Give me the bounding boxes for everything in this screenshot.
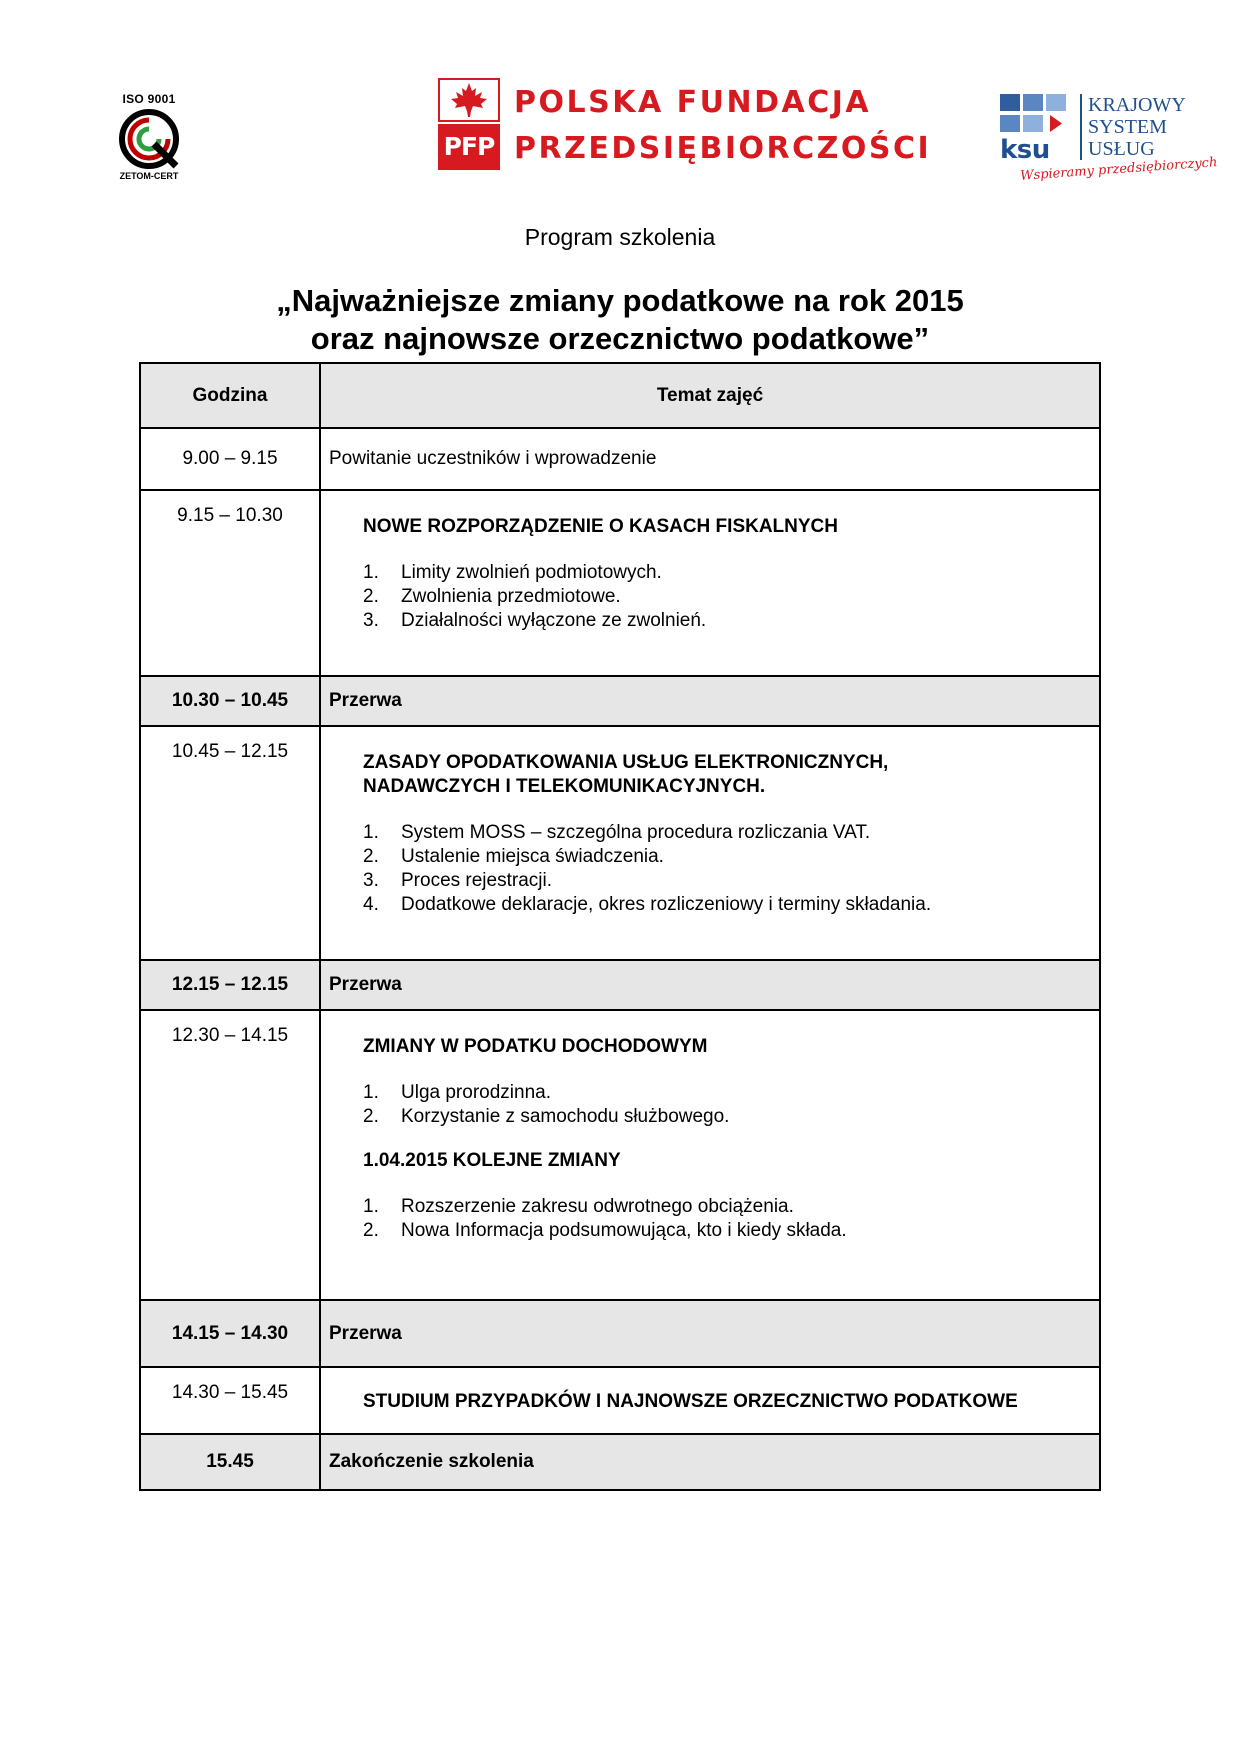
row-time: 10.45 – 12.15 (140, 726, 320, 960)
ksu-abbr: ksu (1000, 135, 1050, 165)
maple-leaf-icon (440, 80, 498, 120)
section-title: ZASADY OPODATKOWANIA USŁUG ELEKTRONICZNYCH, NADAWCZYCH I TELEKOMUNIKACYJNYCH. (363, 752, 889, 797)
cert-label: ZETOM-CERT (119, 171, 179, 181)
table-row (140, 1434, 1100, 1490)
list-item: 4. Dodatkowe deklaracje, okres rozliczeniowy i terminy składania. (363, 894, 932, 915)
row-topic (320, 1367, 1100, 1434)
section-title: STUDIUM PRZYPADKÓW I NAJNOWSZE ORZECZNICTWO PODATKOWE (363, 1391, 1018, 1412)
list-item: 2. Nowa Informacja podsumowująca, kto i kiedy składa. (363, 1220, 847, 1241)
ksu-name-line1: KRAJOWY (1088, 94, 1186, 116)
pfp-name (514, 80, 931, 172)
row-time: 12.30 – 14.15 (140, 1010, 320, 1300)
list-item: 1. System MOSS – szczególna procedura rozliczania VAT. (363, 822, 871, 843)
table-row (140, 726, 1100, 960)
list-item: 3. Działalności wyłączone ze zwolnień. (363, 610, 707, 631)
row-time: 14.15 – 14.30 (140, 1300, 320, 1367)
pfp-name-line2: PRZEDSIĘBIORCZOŚCI (514, 131, 932, 166)
section-title: 1.04.2015 KOLEJNE ZMIANY (363, 1150, 621, 1171)
row-topic (320, 726, 1100, 960)
ksu-name (1080, 94, 1186, 160)
pfp-mark (438, 78, 500, 170)
ksu-grid-icon (1000, 94, 1072, 134)
row-time: 9.15 – 10.30 (140, 490, 320, 676)
row-topic (320, 490, 1100, 676)
row-topic: Przerwa (320, 1300, 1100, 1367)
list-item: 2. Zwolnienia przedmiotowe. (363, 586, 621, 607)
list-item: 1. Rozszerzenie zakresu odwrotnego obciążenia. (363, 1196, 794, 1217)
pfp-abbr: PFP (438, 124, 500, 170)
quality-cert-icon (118, 108, 180, 170)
table-row (140, 490, 1100, 676)
table-header-row (140, 363, 1100, 428)
topic-list (363, 1195, 1089, 1243)
pfp-name-line1: POLSKA FUNDACJA (514, 85, 872, 120)
ksu-name-line2: SYSTEM (1088, 116, 1167, 138)
row-topic: Powitanie uczestników i wprowadzenie (320, 428, 1100, 490)
list-item: 2. Ustalenie miejsca świadczenia. (363, 846, 664, 867)
topic-list (363, 821, 1089, 917)
table-row (140, 428, 1100, 490)
row-time: 14.30 – 15.45 (140, 1367, 320, 1434)
header-time: Godzina (140, 363, 320, 428)
row-time: 15.45 (140, 1434, 320, 1490)
ksu-slogan: Wspieramy przedsiębiorczych (1019, 155, 1218, 184)
row-topic: Zakończenie szkolenia (320, 1434, 1100, 1490)
row-time: 9.00 – 9.15 (140, 428, 320, 490)
section-title: ZMIANY W PODATKU DOCHODOWYM (363, 1036, 708, 1057)
title-line-1: „Najważniejsze zmiany podatkowe na rok 2015 (276, 283, 964, 318)
topic-list (363, 561, 1089, 633)
title-line-2: oraz najnowsze orzecznictwo podatkowe” (310, 321, 930, 356)
table-row (140, 960, 1100, 1010)
list-item: 2. Korzystanie z samochodu służbowego. (363, 1106, 730, 1127)
row-time: 12.15 – 12.15 (140, 960, 320, 1010)
section-title: NOWE ROZPORZĄDZENIE O KASACH FISKALNYCH (363, 516, 838, 537)
row-topic: Przerwa (320, 960, 1100, 1010)
iso-9001-logo (108, 92, 190, 188)
topic-list (363, 1081, 1089, 1129)
document-subtitle: Program szkolenia (524, 224, 716, 250)
table-row (140, 676, 1100, 726)
iso-label: ISO 9001 (122, 92, 176, 106)
table-row (140, 1367, 1100, 1434)
ksu-logo (1000, 94, 1218, 194)
table-row (140, 1010, 1100, 1300)
row-time: 10.30 – 10.45 (140, 676, 320, 726)
row-topic: Przerwa (320, 676, 1100, 726)
list-item: 1. Limity zwolnień podmiotowych. (363, 562, 662, 583)
header-topic: Temat zajęć (320, 363, 1100, 428)
schedule-table (139, 362, 1101, 1491)
list-item: 1. Ulga prorodzinna. (363, 1082, 551, 1103)
ksu-name-line3: USŁUG (1088, 138, 1155, 160)
document-title (0, 282, 1240, 358)
pfp-logo (438, 78, 932, 170)
list-item: 3. Proces rejestracji. (363, 870, 552, 891)
maple-leaf-box (438, 78, 500, 122)
table-row (140, 1300, 1100, 1367)
row-topic (320, 1010, 1100, 1300)
